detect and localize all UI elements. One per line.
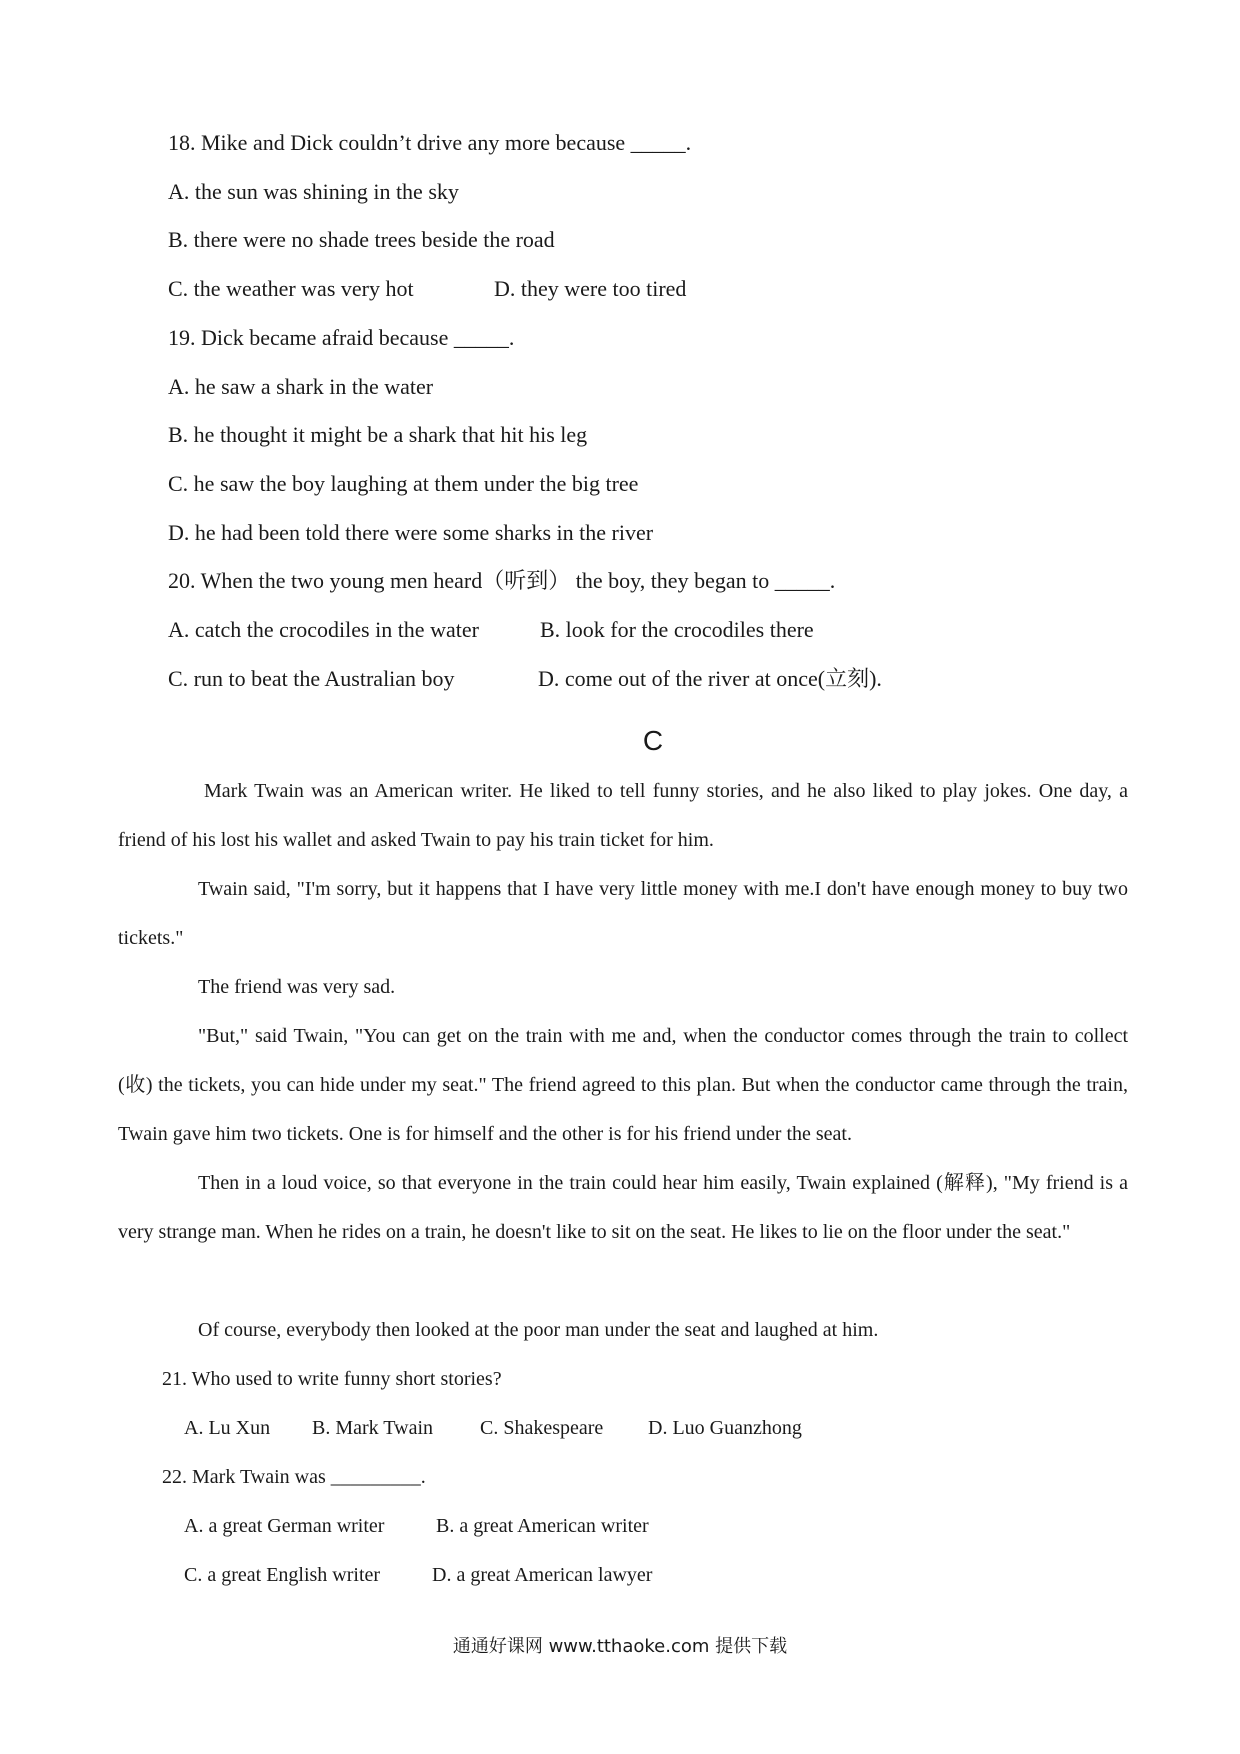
question-19-option-a: A. he saw a shark in the water <box>168 374 434 399</box>
question-20-option-d: D. come out of the river at once(立刻). <box>538 666 882 691</box>
question-20-option-b: B. look for the crocodiles there <box>540 617 814 642</box>
question-21-option-d: D. Luo Guanzhong <box>648 1417 802 1439</box>
question-22-option-b: B. a great American writer <box>436 1515 649 1537</box>
question-22-option-a: A. a great German writer <box>184 1515 385 1537</box>
passage-paragraph-5 <box>118 1159 1128 1257</box>
question-19-option-b: B. he thought it might be a shark that hit his leg <box>168 422 588 447</box>
question-19-option-d: D. he had been told there were some sharks in the river <box>168 520 654 545</box>
section-c-heading: C <box>642 725 664 756</box>
question-21-option-c: C. Shakespeare <box>480 1417 604 1439</box>
question-20-stem: 20. When the two young men heard（听到） the boy, they began to _____. <box>168 568 836 593</box>
question-22-stem: 22. Mark Twain was _________. <box>162 1466 426 1488</box>
passage-paragraph-3 <box>118 963 1128 1012</box>
question-19-option-c: C. he saw the boy laughing at them under the big tree <box>168 471 639 496</box>
question-20-option-c: C. run to beat the Australian boy <box>168 666 455 691</box>
question-22-option-c: C. a great English writer <box>184 1564 381 1586</box>
question-20-option-a: A. catch the crocodiles in the water <box>168 617 479 642</box>
passage-paragraph-6-text: Of course, everybody then looked at the poor man under the seat and laughed at him. <box>198 1319 879 1341</box>
question-22-option-d: D. a great American lawyer <box>432 1564 653 1586</box>
passage-paragraph-4 <box>118 1012 1128 1159</box>
question-19-stem: 19. Dick became afraid because _____. <box>168 325 515 350</box>
page-footer: 通通好课网 www.tthaoke.com 提供下载 <box>452 1636 788 1657</box>
passage-paragraph-5-text: Then in a loud voice, so that everyone in the train could hear him easily, Twain explained (解释), "My friend is a very strange man. When he rides on a train, he doesn't like to sit on the seat. He likes to lie on the floor under the seat." <box>118 1172 1128 1243</box>
passage-paragraph-4-text: "But," said Twain, "You can get on the train with me and, when the conductor comes through the train to collect (收) the tickets, you can hide under my seat." The friend agreed to this plan. But when the conductor came through the train, Twain gave him two tickets. One is for himself and the other is for his friend under the seat. <box>118 1025 1128 1145</box>
question-21-option-a: A. Lu Xun <box>184 1417 271 1439</box>
question-18-option-c: C. the weather was very hot <box>168 276 414 301</box>
passage-paragraph-2 <box>118 865 1128 963</box>
question-21-stem: 21. Who used to write funny short stories? <box>162 1368 502 1390</box>
passage-paragraph-1 <box>118 767 1128 865</box>
question-18-option-a: A. the sun was shining in the sky <box>168 179 459 204</box>
question-18-option-b: B. there were no shade trees beside the road <box>168 227 555 252</box>
passage-paragraph-3-text: The friend was very sad. <box>198 976 396 998</box>
passage-paragraph-1-text: Mark Twain was an American writer. He liked to tell funny stories, and he also liked to play jokes. One day, a friend of his lost his wallet and asked Twain to pay his train ticket for him. <box>118 780 1128 851</box>
passage-paragraph-6 <box>118 1306 1128 1355</box>
question-18-stem: 18. Mike and Dick couldn’t drive any more because _____. <box>168 130 692 155</box>
passage-paragraph-2-text: Twain said, "I'm sorry, but it happens that I have very little money with me.I don't have enough money to buy two tickets." <box>118 878 1128 949</box>
question-18-option-d: D. they were too tired <box>494 276 687 301</box>
question-21-option-b: B. Mark Twain <box>312 1417 433 1439</box>
